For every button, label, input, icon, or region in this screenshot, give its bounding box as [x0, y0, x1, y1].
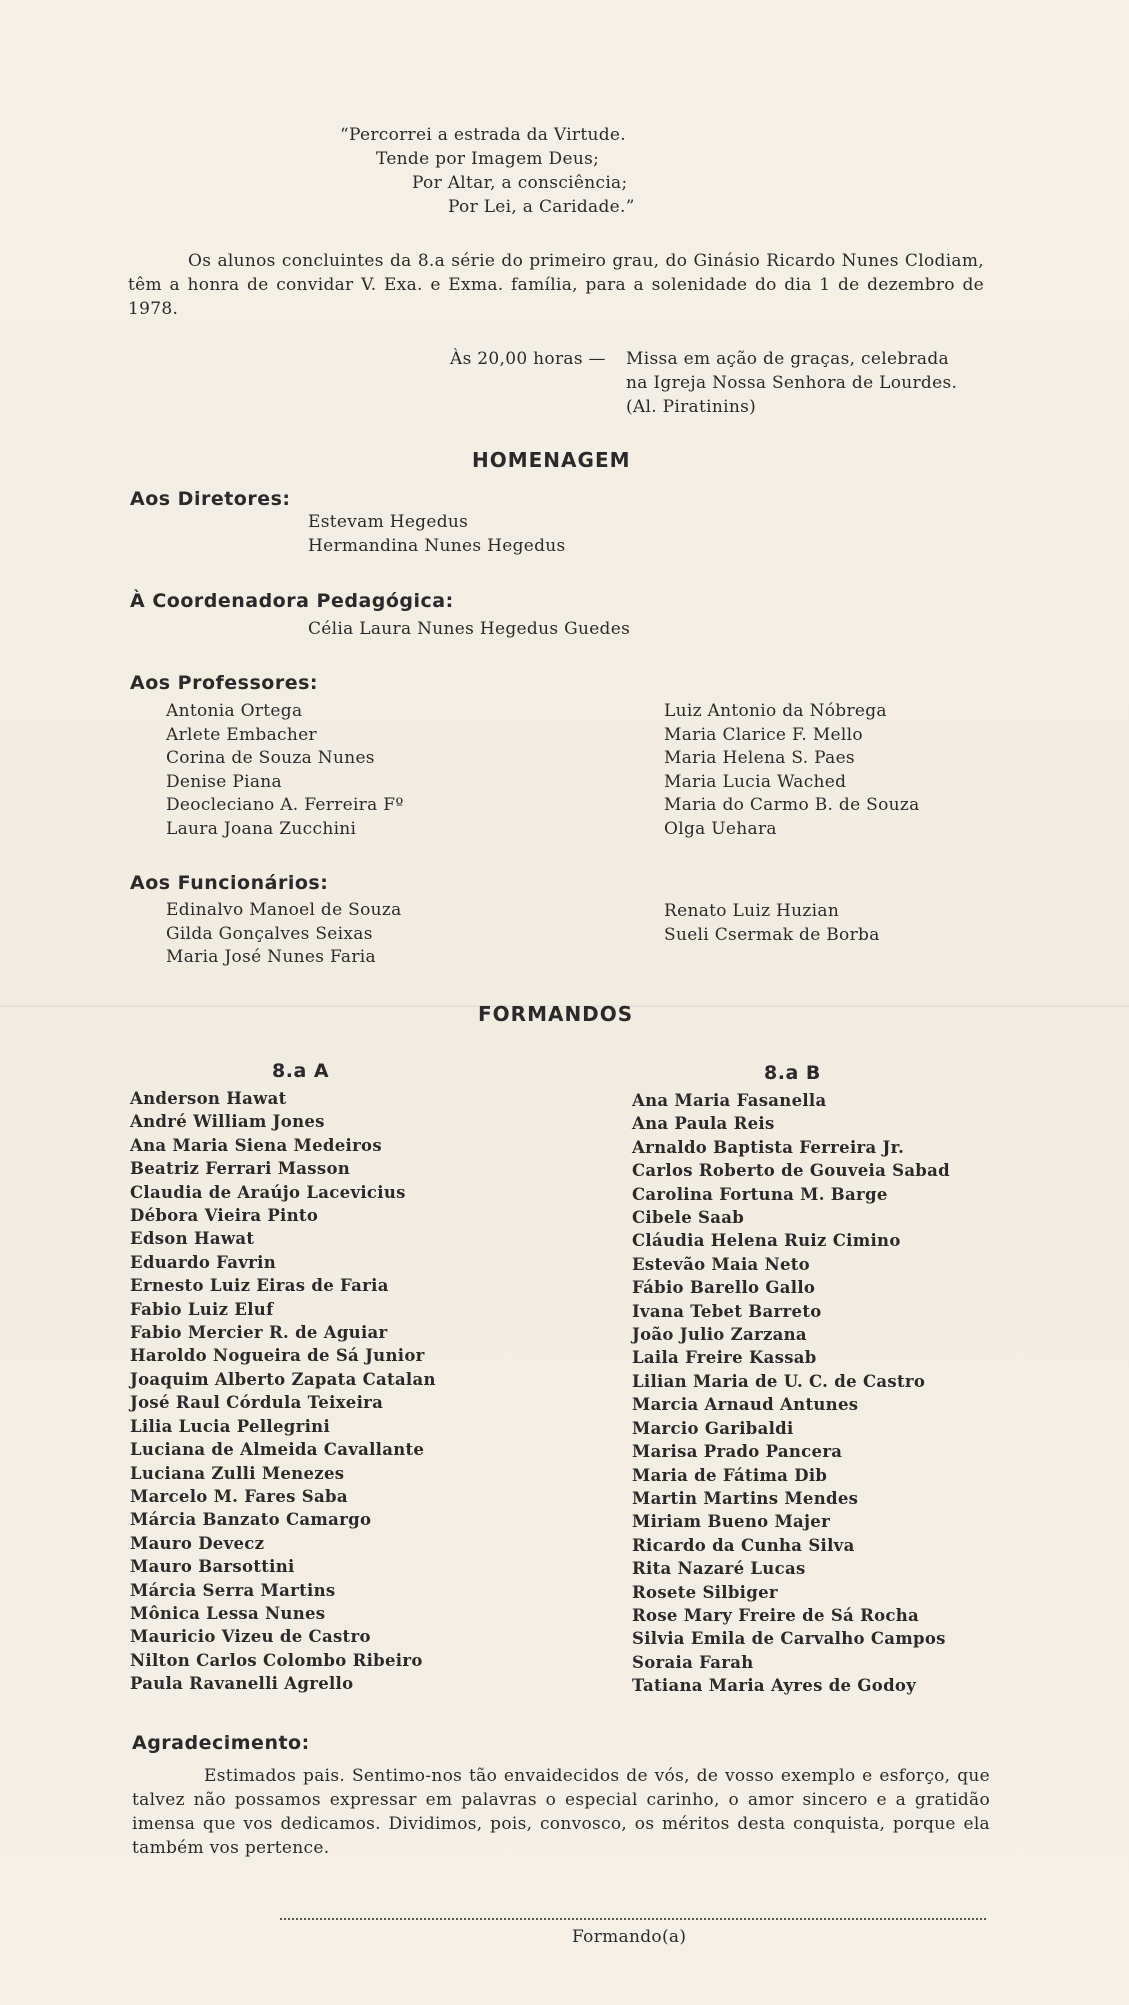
student-name: Cibele Saab	[632, 1208, 745, 1228]
professor-name: Antonia Ortega	[166, 701, 303, 721]
funcionario-name: Gilda Gonçalves Seixas	[166, 923, 373, 944]
invitation-text: Os alunos concluintes da 8.a série do primeiro grau, do Ginásio Ricardo Nunes Clodiam, têm a honra de convidar V. Exa. e Exma. família, para a solenidade do dia 1 de dezembro de 1978.	[128, 251, 984, 319]
student-name: Marisa Prado Pancera	[632, 1442, 843, 1462]
student-name: André William Jones	[130, 1112, 325, 1132]
class-b-list	[632, 1089, 950, 1698]
funcionario-name: Sueli Csermak de Borba	[664, 924, 880, 945]
student-name: Débora Vieira Pinto	[130, 1206, 319, 1226]
coordenadora-label: À Coordenadora Pedagógica:	[130, 590, 454, 612]
diretor-name: Estevam Hegedus	[308, 512, 469, 532]
signature-line	[280, 1918, 986, 1920]
funcionarios-left-list	[166, 899, 402, 970]
student-name: Mônica Lessa Nunes	[130, 1603, 326, 1623]
professor-name: Maria Helena S. Paes	[664, 748, 855, 768]
funcionario-name: Renato Luiz Huzian	[664, 901, 840, 921]
student-name: Rita Nazaré Lucas	[632, 1559, 806, 1579]
professor-name: Denise Piana	[166, 771, 282, 792]
student-name: Haroldo Nogueira de Sá Junior	[130, 1346, 425, 1366]
professor-name: Corina de Souza Nunes	[166, 748, 375, 768]
student-name: Laila Freire Kassab	[632, 1348, 817, 1368]
student-name: Marcelo M. Fares Saba	[130, 1486, 348, 1506]
professor-name: Olga Uehara	[664, 818, 777, 839]
student-name: Mauro Devecz	[130, 1533, 265, 1553]
student-name: Ernesto Luiz Eiras de Faria	[130, 1276, 389, 1296]
student-name: Lilian Maria de U. C. de Castro	[632, 1371, 926, 1391]
student-name: Márcia Banzato Camargo	[130, 1510, 372, 1530]
student-name: Ana Paula Reis	[632, 1114, 775, 1134]
student-name: Mauro Barsottini	[130, 1557, 295, 1577]
student-name: Tatiana Maria Ayres de Godoy	[632, 1676, 917, 1696]
diretor-name: Hermandina Nunes Hegedus	[308, 536, 566, 556]
mass-line-3: (Al. Piratinins)	[626, 397, 757, 417]
diretores-label: Aos Diretores:	[130, 488, 291, 510]
student-name: Fabio Mercier R. de Aguiar	[130, 1323, 388, 1343]
professor-name: Maria Lucia Wached	[664, 771, 847, 792]
student-name: Carlos Roberto de Gouveia Sabad	[632, 1161, 950, 1181]
student-name: Miriam Bueno Majer	[632, 1512, 831, 1532]
mass-time: Às 20,00 horas —	[450, 349, 606, 369]
funcionarios-label: Aos Funcionários:	[130, 872, 329, 894]
professor-name: Arlete Embacher	[166, 724, 317, 745]
professor-name: Luiz Antonio da Nóbrega	[664, 701, 887, 721]
funcionarios-right-list	[664, 900, 880, 947]
student-name: Ricardo da Cunha Silva	[632, 1535, 855, 1555]
student-name: Ana Maria Siena Medeiros	[130, 1135, 382, 1155]
mass-line-1: Missa em ação de graças, celebrada	[626, 349, 949, 369]
student-name: Ivana Tebet Barreto	[632, 1301, 822, 1321]
epigraph-line-3: Por Altar, a consciência;	[412, 173, 628, 193]
student-name: Marcia Arnaud Antunes	[632, 1395, 859, 1415]
professores-label: Aos Professores:	[130, 672, 319, 694]
student-name: Rose Mary Freire de Sá Rocha	[632, 1605, 920, 1625]
funcionario-name: Maria José Nunes Faria	[166, 947, 376, 967]
epigraph-line-1: “Percorrei a estrada da Virtude.	[340, 125, 626, 145]
student-name: Luciana Zulli Menezes	[130, 1463, 345, 1483]
student-name: Mauricio Vizeu de Castro	[130, 1627, 371, 1647]
student-name: Martin Martins Mendes	[632, 1488, 859, 1508]
professores-left-list	[166, 700, 404, 841]
student-name: Cláudia Helena Ruiz Cimino	[632, 1231, 901, 1251]
signature-label: Formando(a)	[572, 1927, 687, 1947]
student-name: Rosete Silbiger	[632, 1582, 778, 1602]
student-name: Claudia de Araújo Lacevicius	[130, 1182, 406, 1202]
class-a-title: 8.a A	[272, 1060, 330, 1082]
student-name: Soraia Farah	[632, 1652, 754, 1672]
coordenadora-name: Célia Laura Nunes Hegedus Guedes	[308, 619, 631, 639]
student-name: Edson Hawat	[130, 1229, 255, 1249]
mass-line-2: na Igreja Nossa Senhora de Lourdes.	[626, 373, 958, 393]
student-name: Carolina Fortuna M. Barge	[632, 1184, 888, 1204]
student-name: Nilton Carlos Colombo Ribeiro	[130, 1650, 423, 1670]
agradecimento-text: Estimados pais. Sentimo-nos tão envaidecidos de vós, de vosso exemplo e esforço, que talvez não possamos expressar em palavras o especial carinho, o amor sincero e a gratidão imensa que vos dedicamos. Dividimos, pois, convosco, os méritos desta conquista, porque ela também vos pertence.	[132, 1766, 990, 1858]
student-name: Anderson Hawat	[130, 1089, 287, 1108]
student-name: Ana Maria Fasanella	[632, 1091, 827, 1110]
student-name: Marcio Garibaldi	[632, 1418, 794, 1438]
student-name: Silvia Emila de Carvalho Campos	[632, 1629, 946, 1649]
student-name: Paula Ravanelli Agrello	[130, 1674, 354, 1694]
class-b-title: 8.a B	[764, 1062, 821, 1084]
student-name: Fábio Barello Gallo	[632, 1278, 816, 1298]
funcionario-name: Edinalvo Manoel de Souza	[166, 900, 402, 920]
student-name: Luciana de Almeida Cavallante	[130, 1440, 425, 1460]
agradecimento-label: Agradecimento:	[132, 1732, 310, 1754]
professor-name: Laura Joana Zucchini	[166, 818, 357, 839]
formandos-title: FORMANDOS	[478, 1002, 634, 1026]
student-name: Maria de Fátima Dib	[632, 1465, 828, 1485]
epigraph-line-4: Por Lei, a Caridade.”	[448, 197, 635, 217]
student-name: Arnaldo Baptista Ferreira Jr.	[632, 1137, 905, 1157]
student-name: Beatriz Ferrari Masson	[130, 1159, 351, 1179]
class-a-list	[130, 1087, 436, 1696]
student-name: José Raul Córdula Teixeira	[130, 1393, 384, 1413]
professores-right-list	[664, 700, 920, 841]
student-name: João Julio Zarzana	[632, 1325, 807, 1345]
student-name: Joaquim Alberto Zapata Catalan	[130, 1369, 436, 1389]
professor-name: Maria do Carmo B. de Souza	[664, 795, 920, 815]
student-name: Lilia Lucia Pellegrini	[130, 1416, 331, 1436]
homenagem-title: HOMENAGEM	[472, 448, 631, 472]
professor-name: Deocleciano A. Ferreira Fº	[166, 795, 404, 815]
student-name: Márcia Serra Martins	[130, 1580, 336, 1600]
student-name: Fabio Luiz Eluf	[130, 1299, 274, 1319]
student-name: Estevão Maia Neto	[632, 1254, 810, 1274]
student-name: Eduardo Favrin	[130, 1252, 277, 1272]
professor-name: Maria Clarice F. Mello	[664, 724, 863, 745]
epigraph-line-2: Tende por Imagem Deus;	[376, 149, 600, 169]
